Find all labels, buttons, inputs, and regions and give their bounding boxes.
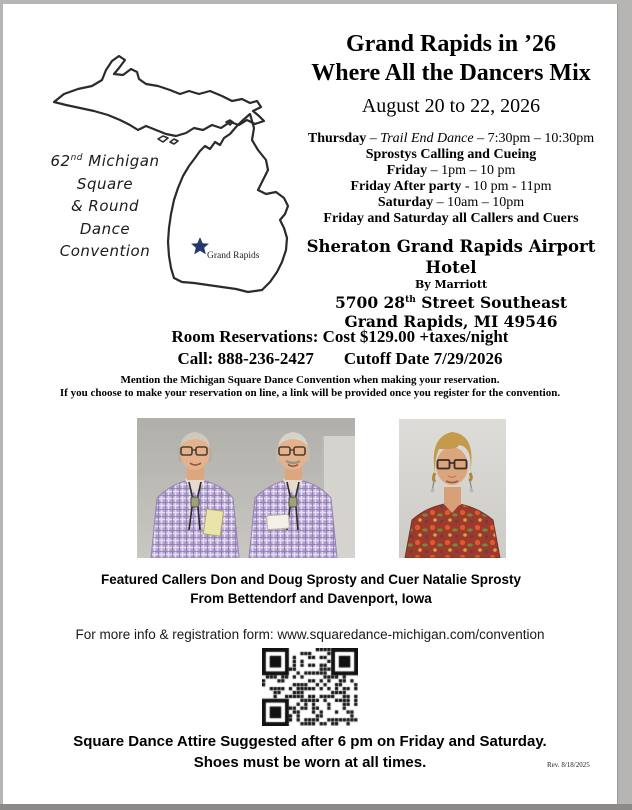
reservation-note-2: If you choose to make your reservation on line, a link will be provided once you register for the convention. <box>59 386 561 399</box>
page-title <box>286 30 616 88</box>
event-dates: August 20 to 22, 2026 <box>361 95 541 117</box>
hotel-city: Grand Rapids, MI 49546 <box>344 312 558 332</box>
flyer-page <box>3 4 618 804</box>
caption-line-1: 62nd Michigan <box>50 152 160 170</box>
schedule-afterparty: Friday After party - 10 pm - 11pm <box>350 179 552 194</box>
schedule-saturday: Saturday – 10am – 10pm <box>377 195 525 210</box>
schedule <box>286 131 616 227</box>
reservation-notes <box>3 374 617 399</box>
schedule-all-callers: Friday and Saturday all Callers and Cuers <box>323 211 579 226</box>
hotel-by-marriott: By Marriott <box>414 278 488 291</box>
hotel-street: 5700 28th Street Southeast <box>334 293 568 313</box>
featured-callers-line-1: Featured Callers Don and Doug Sprosty and Cuer Natalie Sprosty <box>100 572 522 587</box>
reservation-note-1: Mention the Michigan Square Dance Convention when making your reservation. <box>120 374 500 386</box>
convention-caption <box>45 150 165 263</box>
grand-rapids-label: Grand Rapids <box>207 251 260 261</box>
hotel-block <box>286 236 616 331</box>
hotel-name: Sheraton Grand Rapids Airport Hotel <box>306 237 596 277</box>
reservation-cost: Room Reservations: Cost $129.00 +taxes/night <box>171 327 509 346</box>
attire-notice <box>3 731 617 773</box>
featured-callers-line-2: From Bettendorf and Davenport, Iowa <box>190 591 432 606</box>
caption-line-2: Square <box>76 174 134 193</box>
attire-line-1: Square Dance Attire Suggested after 6 pm on Friday and Saturday. <box>73 733 547 750</box>
caption-line-3: & Round <box>70 197 140 215</box>
reservation-cutoff: Cutoff Date 7/29/2026 <box>343 349 503 368</box>
photo-natalie-sprosty <box>399 419 506 558</box>
schedule-thursday: Thursday – Trail End Dance – 7:30pm – 10:30pm <box>307 131 595 146</box>
schedule-friday: Friday – 1pm – 10 pm <box>386 163 516 178</box>
reservation-call-line <box>60 348 618 370</box>
page-frame-bottom <box>0 804 632 810</box>
caption-line-4: Dance <box>79 219 131 238</box>
reservations-block <box>60 326 618 370</box>
schedule-sprostys: Sprostys Calling and Cueing <box>365 147 537 162</box>
featured-callers <box>20 570 602 608</box>
qr-code <box>262 648 358 726</box>
revision-label: Rev. 8/18/2025 <box>547 761 590 769</box>
title-line-2: Where All the Dancers Mix <box>311 60 591 86</box>
reservation-phone: Call: 888-236-2427 <box>177 349 314 368</box>
caption-line-5: Convention <box>59 242 151 260</box>
header-column <box>286 30 616 331</box>
more-info-line: For more info & registration form: www.squaredance-michigan.com/convention <box>75 627 545 642</box>
title-line-1: Grand Rapids in ’26 <box>345 31 557 57</box>
attire-line-2: Shoes must be worn at all times. <box>193 754 427 771</box>
photo-don-doug-sprosty <box>137 418 355 558</box>
